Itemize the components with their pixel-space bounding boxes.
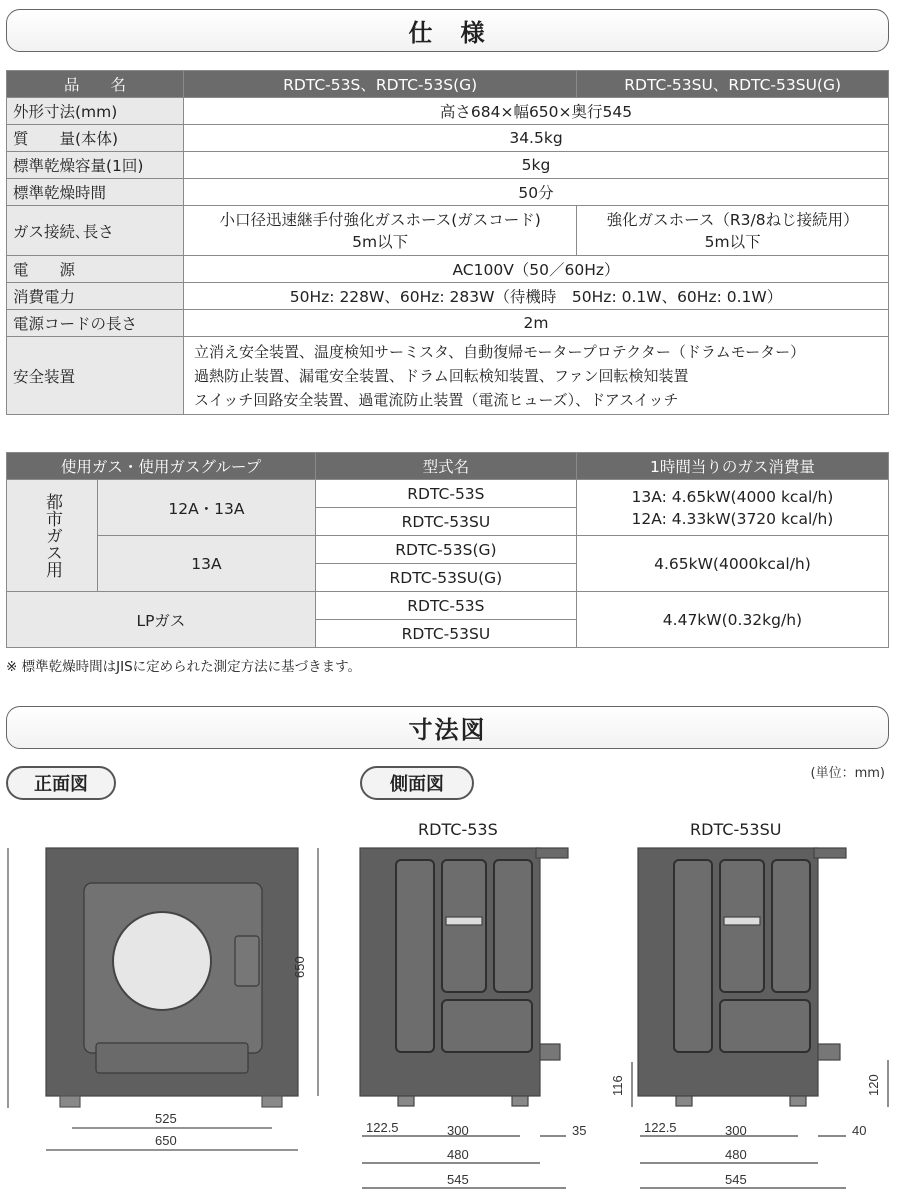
gas-header-model: 型式名 [315, 453, 576, 480]
spec-value: 高さ684×幅650×奥行545 [184, 98, 889, 125]
safety-line-3: スイッチ回路安全装置、過電流防止装置（電流ヒューズ）、ドアスイッチ [194, 390, 679, 409]
city-gas-label: 都市ガス用 [7, 480, 98, 592]
gas-header-consumption: 1時間当りのガス消費量 [576, 453, 888, 480]
spec-label: 消費電力 [7, 283, 184, 310]
spec-section-title: 仕 様 [6, 9, 889, 52]
front-foot [262, 1096, 282, 1107]
spec-label: 電源コードの長さ [7, 310, 184, 337]
spec-label: 安全装置 [7, 337, 184, 415]
side-view-a-drawing [360, 848, 632, 1188]
spec-value: 50分 [184, 179, 889, 206]
spec-header-model-a: RDTC-53S、RDTC-53S(G) [184, 71, 577, 98]
gas-model: RDTC-53S(G) [315, 536, 576, 564]
spec-value: 50Hz: 228W、60Hz: 283W（待機時 50Hz: 0.1W、60Hz: 0.1W） [184, 283, 889, 310]
side-panel [442, 860, 486, 992]
spec-value: 5kg [184, 152, 889, 179]
spec-header-label: 品 名 [7, 71, 184, 98]
spec-label: 電 源 [7, 256, 184, 283]
side-b-dim-e: 545 [725, 1172, 747, 1187]
gas-model: RDTC-53SU(G) [315, 564, 576, 592]
side-b-dim-c: 40 [852, 1123, 867, 1138]
front-height-dim: 650 [292, 956, 307, 978]
side-top [536, 848, 568, 858]
side-a-dim-c: 35 [572, 1123, 587, 1138]
side-a-dim-d: 480 [447, 1147, 469, 1162]
gas-inlet [818, 1044, 840, 1060]
front-view-drawing [8, 848, 318, 1150]
spec-label: 外形寸法(mm) [7, 98, 184, 125]
side-foot [676, 1096, 692, 1106]
gas-consumption: 4.47kW(0.32kg/h) [576, 592, 888, 648]
side-a-dim-e: 545 [447, 1172, 469, 1187]
door-window [113, 912, 211, 1010]
front-width-dim: 650 [155, 1133, 177, 1148]
side-foot [398, 1096, 414, 1106]
gas-model: RDTC-53SU [315, 620, 576, 648]
spec-label: 標準乾燥容量(1回) [7, 152, 184, 179]
gas-hose-b: 強化ガスホース（R3/8ねじ接続用） [606, 210, 859, 229]
gas-consumption: 4.65kW(4000kcal/h) [576, 536, 888, 592]
side-top [814, 848, 846, 858]
gas-hose-a: 小口径迅速継手付強化ガスホース(ガスコード) [219, 210, 541, 229]
side-foot [790, 1096, 806, 1106]
side-b-height-dim: 120 [866, 1074, 881, 1096]
gas-model: RDTC-53S [315, 480, 576, 508]
spec-label: ガス接続､長さ [7, 206, 184, 256]
footnote: ※ 標準乾燥時間はJISに定められた測定方法に基づきます。 [6, 659, 362, 675]
door-handle [235, 936, 259, 986]
gas-length-a: 5m以下 [352, 232, 409, 251]
consumption-line: 12A: 4.33kW(3720 kcal/h) [631, 509, 834, 528]
side-b-dim-d: 480 [725, 1147, 747, 1162]
safety-line-1: 立消え安全装置、温度検知サーミスタ、自動復帰モータープロテクター（ドラムモーター） [194, 342, 806, 361]
side-foot [512, 1096, 528, 1106]
side-view-label: 側面図 [360, 766, 474, 800]
gas-model: RDTC-53S [315, 592, 576, 620]
front-foot [60, 1096, 80, 1107]
gas-model: RDTC-53SU [315, 508, 576, 536]
spec-value: 34.5kg [184, 125, 889, 152]
spec-value: 2m [184, 310, 889, 337]
spec-header-model-b: RDTC-53SU、RDTC-53SU(G) [577, 71, 889, 98]
front-panel [96, 1043, 248, 1073]
side-panel [494, 860, 532, 992]
side-panel [396, 860, 434, 1052]
gas-group: LPガス [7, 592, 316, 648]
gas-group: 12A・13A [98, 480, 316, 536]
gas-header-group: 使用ガス・使用ガスグループ [7, 453, 316, 480]
side-a-dim-a: 122.5 [366, 1120, 399, 1135]
gas-length-b: 5m以下 [704, 232, 761, 251]
side-vent [724, 917, 760, 925]
side-panel [720, 1000, 810, 1052]
side-model-b: RDTC-53SU [690, 820, 782, 839]
consumption-line: 13A: 4.65kW(4000 kcal/h) [631, 487, 834, 506]
side-vent [446, 917, 482, 925]
spec-value: AC100V（50／60Hz） [184, 256, 889, 283]
side-b-dim-a: 122.5 [644, 1120, 677, 1135]
gas-group: 13A [98, 536, 316, 592]
side-panel [720, 860, 764, 992]
side-panel [442, 1000, 532, 1052]
gas-inlet [540, 1044, 560, 1060]
side-a-height-dim: 116 [610, 1075, 625, 1096]
side-a-dim-b: 300 [447, 1123, 469, 1138]
front-view-label: 正面図 [6, 766, 116, 800]
unit-label: (単位：mm) [810, 766, 885, 781]
safety-line-2: 過熱防止装置、漏電安全装置、ドラム回転検知装置、ファン回転検知装置 [194, 366, 689, 385]
spec-label: 質 量(本体) [7, 125, 184, 152]
spec-label: 標準乾燥時間 [7, 179, 184, 206]
dimension-section-title: 寸法図 [6, 706, 889, 749]
side-panel [674, 860, 712, 1052]
front-inner-width-dim: 525 [155, 1111, 177, 1126]
side-panel [772, 860, 810, 992]
side-model-a: RDTC-53S [418, 820, 498, 839]
side-view-b-drawing [638, 848, 888, 1188]
side-b-dim-b: 300 [725, 1123, 747, 1138]
